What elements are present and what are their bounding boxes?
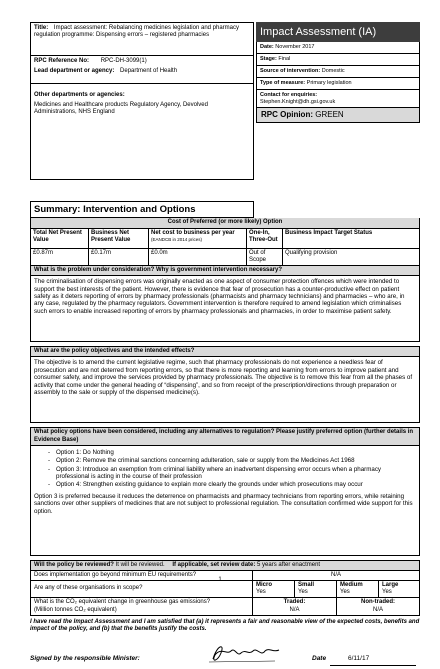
stage-cell	[256, 54, 420, 66]
orgs-col-val: Yes	[298, 589, 308, 596]
ghg-nontraded	[337, 598, 419, 614]
signature-row	[30, 647, 420, 669]
signature-date-label: Date	[312, 655, 327, 663]
date-underline	[330, 665, 416, 666]
header-section	[30, 22, 420, 202]
other-value: Medicines and Healthcare products Regulatory Agency, Devolved Administrations, NHS England	[34, 102, 208, 116]
objectives-heading: What are the policy objectives and the intended effects?	[30, 346, 420, 357]
cost-col3-sub: (EANDCB in 2014 prices)	[151, 236, 203, 242]
options-heading: What policy options have been considered, including any alternatives to regulation? Please justify preferred option (further details in Evidence Base)	[30, 427, 420, 445]
review-row	[30, 560, 420, 571]
cost-col5-val: Qualifying provision	[285, 249, 338, 256]
ia-title: Impact Assessment (IA)	[256, 22, 420, 42]
title-label: Title:	[34, 25, 49, 31]
date-cell	[256, 42, 420, 54]
cost-col3-title: Net cost to business per year	[151, 229, 235, 236]
ghg-question	[31, 598, 253, 614]
cost-col1-head: Total Net Present Value	[31, 229, 89, 248]
source-cell	[256, 66, 420, 78]
cost-header-row	[30, 229, 420, 249]
review-question: Will the policy be reviewed?	[34, 561, 114, 568]
cost-value-row	[30, 249, 420, 266]
signature-label: Signed by the responsible Minister:	[30, 655, 140, 663]
signature-image	[205, 641, 283, 667]
stage-value: Final	[278, 56, 291, 62]
contact-value: Stephen.Knight@dh.gsi.gov.uk	[260, 98, 336, 105]
impact-assessment-page	[30, 22, 420, 669]
ghg-nontraded-label: Non-traded:	[361, 599, 395, 606]
review-date-question: If applicable, set review date:	[172, 561, 256, 568]
problem-heading: What is the problem under consideration? Why is government intervention necessary?	[30, 266, 420, 276]
ghg-question-line2: (Million tonnes CO₂ equivalent)	[34, 606, 117, 613]
other-label: Other departments or agencies:	[34, 92, 125, 98]
title-block	[30, 22, 254, 56]
ghg-traded-val: N/A	[289, 606, 300, 613]
declaration-text: I have read the Impact Assessment and I am satisfied that (a) it represents a fair and reasonable view of the expected costs, benefits and impact of the policy, and (b) that the benefits justify the costs.	[30, 618, 420, 633]
orgs-col-val: Yes	[256, 589, 266, 596]
options-list	[34, 449, 416, 489]
rpc-ref-label: RPC Reference No:	[34, 58, 90, 64]
ghg-nontraded-val: N/A	[372, 606, 383, 613]
measure-label: Type of measure:	[260, 80, 306, 86]
eu-answer: N/A	[330, 571, 341, 578]
ghg-question-line1: What is the CO₂ equivalent change in greenhouse gas emissions?	[34, 599, 211, 606]
signature-date-value: 6/11/17	[348, 655, 370, 663]
options-body	[30, 446, 420, 556]
problem-body: The criminalisation of dispensing errors was originally enacted as one aspect of consumer protection offences which were intended to support the best interests of the patient. However, there is evidence that fear of prosecution has a counter-productive effect on patient safety as it deters reporting of errors by pharmacy professionals (pharmacists and pharmacy technicians) and pharmacies – who are, in any case, regulated by the pharmacy regulators. Government intervention is therefore required to amend legislation which criminalises such errors to enable increased reporting of errors by pharmacy professionals and pharmacies, in order to maximise patient safety.	[30, 276, 420, 342]
rpc-opinion-value: GREEN	[315, 110, 344, 120]
measure-value: Primary legislation	[306, 80, 352, 86]
header-left	[30, 22, 254, 202]
options-conclusion: Option 3 is preferred because it reduces the deterrence on pharmacists and pharmacy technicians from reporting errors, while retaining sanctions over other suppliers of medicines that are not subject to professional regulation. The consultation confirmed wide support for this option.	[34, 492, 413, 515]
orgs-col-val: Yes	[382, 589, 392, 596]
option-item: - Option 2: Remove the criminal sanctions concerning adulteration, sale or supply from the Medicines Act 1968	[48, 457, 416, 464]
date-label: Date:	[260, 44, 274, 50]
summary-title: Summary: Intervention and Options	[30, 201, 254, 218]
lead-value: Department of Health	[120, 68, 178, 75]
source-label: Source of intervention:	[260, 68, 321, 74]
review-date-answer: 5 years after enactment	[257, 561, 321, 568]
rpc-opinion	[256, 108, 420, 123]
cost-col3-head	[149, 229, 247, 248]
source-value: Domestic	[321, 68, 345, 74]
ref-block	[30, 56, 254, 84]
ghg-row	[30, 598, 420, 615]
option-item: - Option 4: Strengthen existing guidance to explain more clearly the grounds under which prosecutions may occur	[48, 481, 416, 488]
rpc-opinion-label: RPC Opinion:	[261, 110, 313, 120]
header-right	[256, 22, 420, 202]
orgs-col-val: Yes	[340, 589, 350, 596]
cost-col1-val: £0.87m	[31, 249, 89, 265]
cost-col3-val: £0.0m	[149, 249, 247, 265]
orgs-col-head: Micro	[256, 582, 273, 589]
orgs-col-head: Large	[382, 582, 399, 589]
stage-label: Stage:	[260, 56, 277, 62]
option-item: - Option 1: Do Nothing	[48, 449, 416, 456]
objectives-body: The objective is to amend the current legislative regime, such that pharmacy professionals do not experience a needless fear of prosecution and are not deterred from reporting errors, so that there is more reporting and learning from errors to improve patient and consumer safety, and improve the services provided by pharmacy professionals. The objective is to remove this fear from all the phases of activity that come under the general heading of “dispensing”, and so from receipt of the prescription/directions through preparation or assembly to the sale or supply of the dispensed medicine(s).	[30, 357, 420, 423]
orgs-col-head: Medium	[340, 582, 363, 589]
ghg-traded-label: Traded:	[283, 599, 306, 606]
ghg-traded	[253, 598, 337, 614]
cost-col4-val: Out of Scope	[247, 249, 283, 265]
orgs-question: Are any of these organisations in scope?	[31, 581, 253, 597]
contact-label: Contact for enquiries:	[260, 92, 318, 98]
cost-heading: Cost of Preferred (or more likely) Option	[30, 218, 420, 228]
other-block	[30, 84, 254, 180]
option-item: - Option 3: Introduce an exemption from criminal liability where an inadvertent dispensing error occurs when a pharmacy professional is acting in the course of their profession	[48, 466, 416, 481]
date-value: November 2017	[275, 44, 315, 50]
orgs-col-head: Small	[298, 582, 315, 589]
review-answer: It will be reviewed.	[115, 561, 165, 568]
cost-col2-head: Business Net Present Value	[89, 229, 149, 248]
lead-label: Lead department or agency:	[34, 68, 115, 75]
page-number: 1	[218, 577, 222, 583]
measure-cell	[256, 78, 420, 90]
eu-question: Does implementation go beyond minimum EU requirements?	[31, 571, 253, 580]
cost-col4-head: One-In, Three-Out	[247, 229, 283, 248]
cost-col5-head: Business Impact Target Status	[285, 229, 373, 236]
cost-col2-val: £0.17m	[89, 249, 149, 265]
rpc-ref-value: RPC-DH-3099(1)	[100, 58, 147, 64]
title-value: Impact assessment: Rebalancing medicines legislation and pharmacy regulation programme: Dispensing errors – registered pharmacies	[34, 25, 240, 39]
contact-cell	[256, 90, 420, 108]
